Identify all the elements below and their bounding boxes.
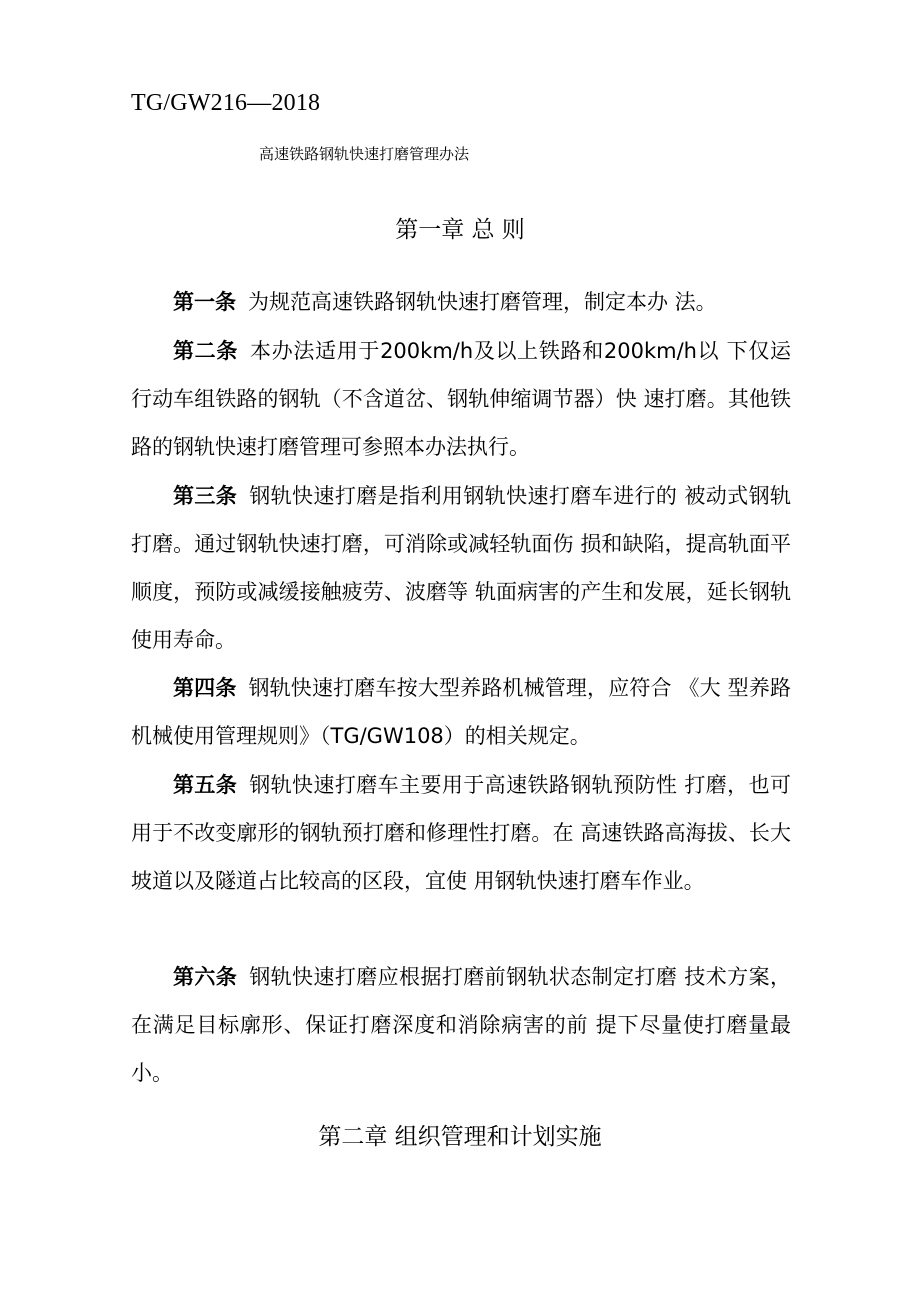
article-label: 第二条: [173, 339, 239, 363]
article-text: 钢轨快速打磨是指利用钢轨快速打磨车进行的 被动式钢轨打磨。通过钢轨快速打磨，可消除或减轻轨面伤 损和缺陷，提高轨面平顺度，预防或减缓接触疲劳、波磨等 轨面病害的产生和发展，延长钢轨使用寿命。: [131, 484, 791, 652]
article: [131, 472, 791, 664]
document-code: TG/GW216—2018: [131, 90, 321, 116]
article-text: 钢轨快速打磨车按大型养路机械管理，应符合 《大 型养路机械使用管理规则》（TG/GW108）的相关规定。: [131, 676, 791, 748]
article-text: 为规范高速铁路钢轨快速打磨管理，制定本办 法。: [248, 290, 717, 314]
article-text: 钢轨快速打磨车主要用于高速铁路钢轨预防性 打磨，也可用于不改变廓形的钢轨预打磨和修理性打磨。在 高速铁路高海拔、长大坡道以及隧道占比较高的区段，宜使 用钢轨快速打磨车作业。: [131, 773, 791, 893]
chapter-heading: 第一章 总 则: [395, 217, 525, 243]
article-text: 本办法适用于200km/h及以上铁路和200km/h以 下仅运行动车组铁路的钢轨（不含道岔、钢轨伸缩调节器）快 速打磨。其他铁路的钢轨快速打磨管理可参照本办法执行。: [131, 339, 792, 459]
article-label: 第五条: [173, 773, 238, 797]
article: [131, 327, 791, 471]
article: [131, 278, 791, 326]
article-label: 第三条: [173, 484, 238, 508]
article-text: 钢轨快速打磨应根据打磨前钢轨状态制定打磨 技术方案，在满足目标廓形、保证打磨深度和消除病害的前 提下尽量使打磨量最小。: [131, 965, 791, 1085]
article-label: 第一条: [173, 290, 236, 314]
document-title: 高速铁路钢轨快速打磨管理办法: [259, 145, 470, 163]
article: [131, 761, 791, 905]
article-label: 第四条: [173, 676, 237, 700]
article: [131, 664, 791, 760]
article: [131, 953, 791, 1097]
chapter-heading: 第二章 组织管理和计划实施: [318, 1124, 602, 1150]
article-label: 第六条: [173, 965, 238, 989]
